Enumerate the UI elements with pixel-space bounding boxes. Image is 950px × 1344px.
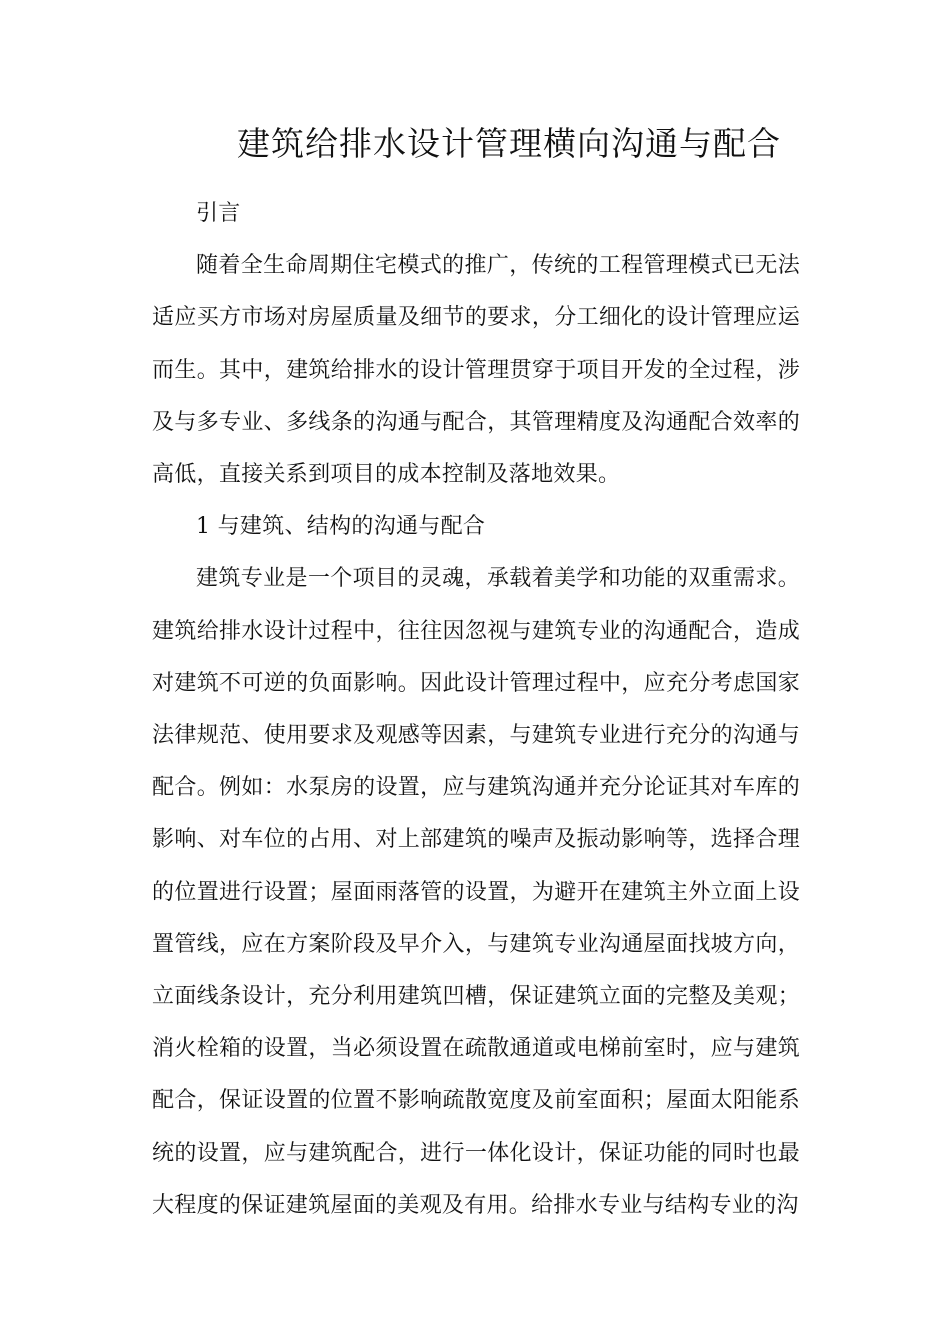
paragraph-architecture: 建筑专业是一个项目的灵魂，承载着美学和功能的双重需求。建筑给排水设计过程中，往往因忽视与建筑专业的沟通配合，造成对建筑不可逆的负面影响。因此设计管理过程中，应充分考虑国家法律规范、使用要求及观感等因素，与建筑专业进行充分的沟通与配合。例如：水泵房的设置，应与建筑沟通并充分论证其对车库的影响、对车位的占用、对上部建筑的噪声及振动影响等，选择合理的位置进行设置；屋面雨落管的设置，为避开在建筑主外立面上设置管线，应在方案阶段及早介入，与建筑专业沟通屋面找坡方向，立面线条设计，充分利用建筑凹槽，保证建筑立面的完整及美观；消火栓箱的设置，当必须设置在疏散通道或电梯前室时，应与建筑配合，保证设置的位置不影响疏散宽度及前室面积；屋面太阳能系统的设置，应与建筑配合，进行一体化设计，保证功能的同时也最大程度的保证建筑屋面的美观及有用。给排水专业与结构专业的沟 xyxy=(152,566,800,1218)
section-heading-architecture-structure: 1 与建筑、结构的沟通与配合 xyxy=(196,514,486,540)
document-title: 建筑给排水设计管理横向沟通与配合 xyxy=(237,124,781,163)
document-body xyxy=(152,188,800,1232)
paragraph-intro: 随着全生命周期住宅模式的推广，传统的工程管理模式已无法适应买方市场对房屋质量及细节的要求，分工细化的设计管理应运而生。其中，建筑给排水的设计管理贯穿于项目开发的全过程，涉及与多专业、多线条的沟通与配合，其管理精度及沟通配合效率的高低，直接关系到项目的成本控制及落地效果。 xyxy=(152,253,800,488)
section-heading-intro: 引言 xyxy=(196,201,241,226)
